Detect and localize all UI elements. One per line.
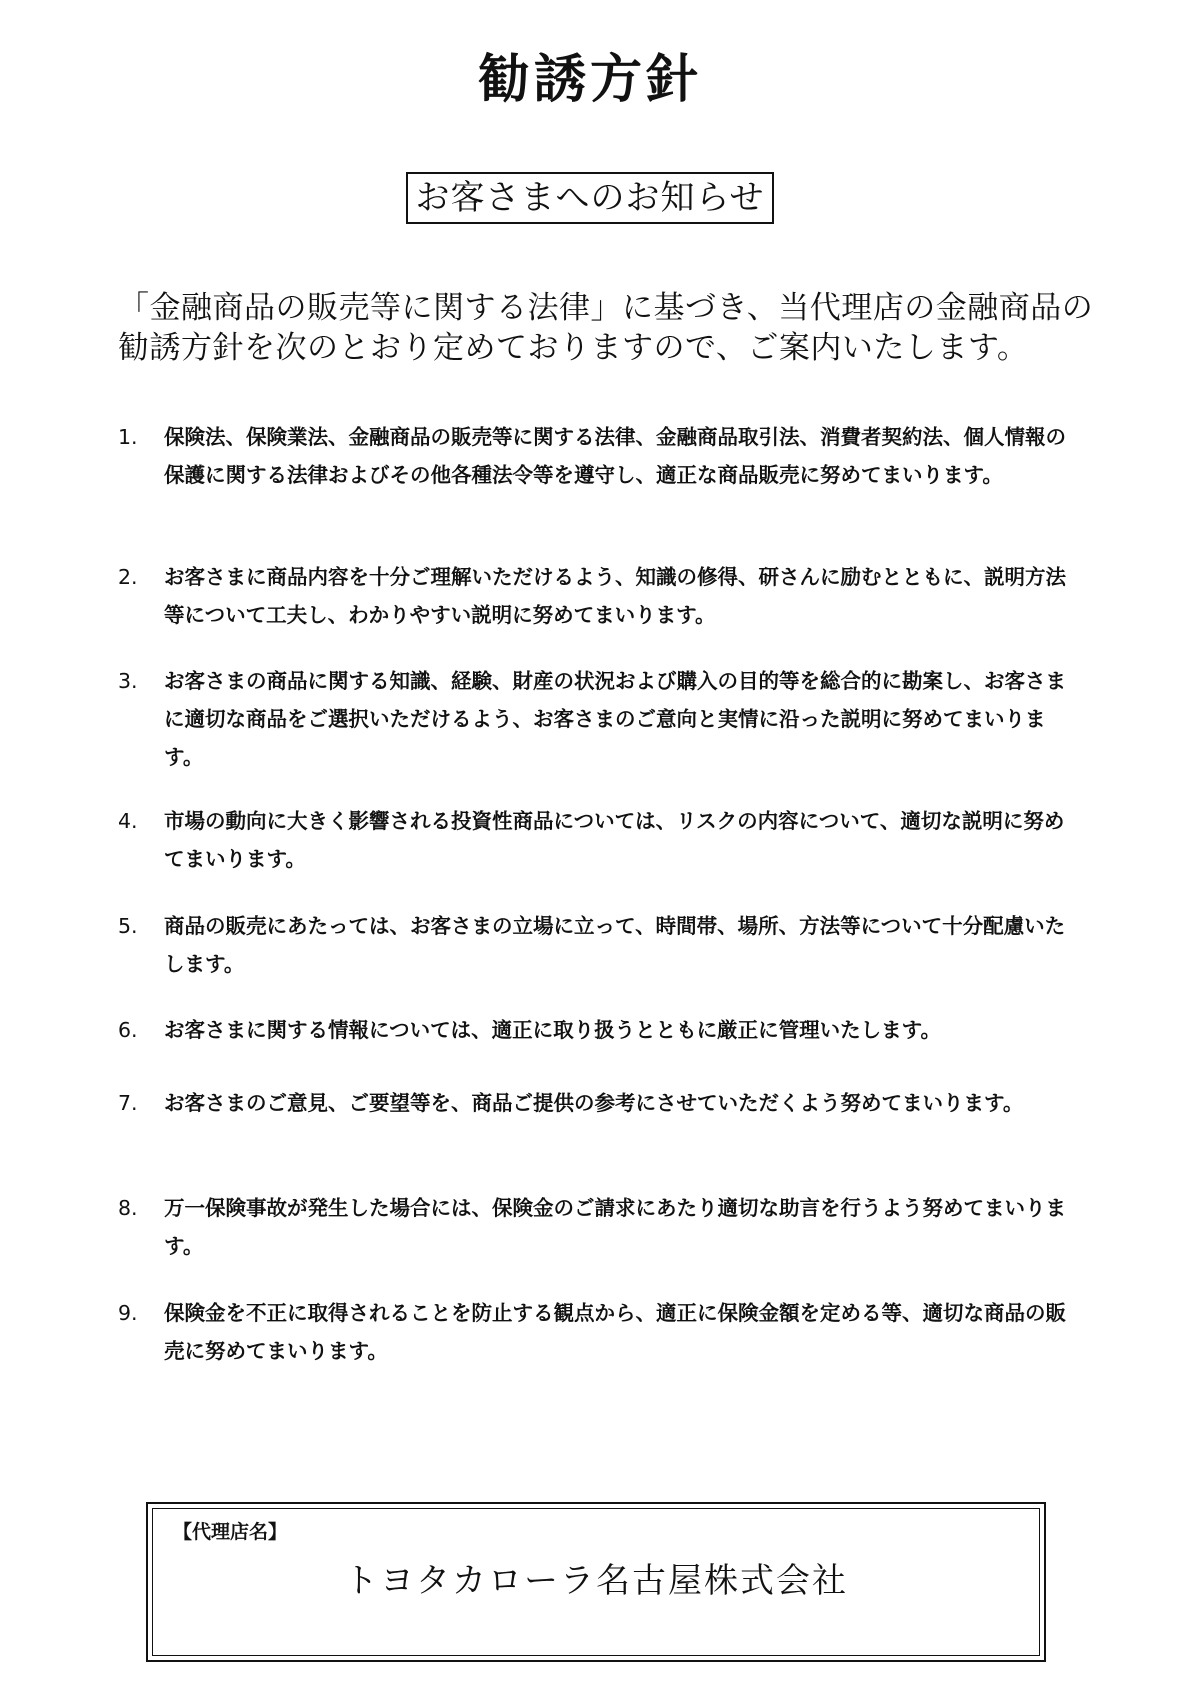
- policy-item-9: [118, 1294, 1078, 1370]
- policy-item-8: [118, 1189, 1078, 1265]
- policy-number: 7.: [118, 1091, 138, 1115]
- document-title: 勧誘方針: [477, 50, 702, 110]
- agent-box: [146, 1502, 1046, 1662]
- policy-item-4: [118, 802, 1078, 878]
- notice-heading: お客さまへのお知らせ: [406, 172, 775, 224]
- intro-paragraph: [118, 288, 1094, 368]
- policy-number: 8.: [118, 1196, 138, 1220]
- policy-item-7: [118, 1084, 1078, 1122]
- intro-line: 勧誘方針を次のとおり定めておりますので、ご案内いたします。: [118, 330, 1029, 366]
- policy-number: 3.: [118, 669, 138, 693]
- agent-label: 【代理店名】: [173, 1521, 288, 1543]
- policy-item-6: [118, 1011, 1078, 1049]
- policy-item-1: [118, 418, 1078, 494]
- policy-item-3: [118, 662, 1078, 776]
- policy-number: 9.: [118, 1301, 138, 1325]
- policy-text: お客さまの商品に関する知識、経験、財産の状況および購入の目的等を総合的に勘案し、お客さまに適切な商品をご選択いただけるよう、お客さまのご意向と実情に沿った説明に努めてまいります。: [164, 669, 1066, 769]
- policy-number: 4.: [118, 809, 138, 833]
- policy-text: 市場の動向に大きく影響される投資性商品については、リスクの内容について、適切な説明に努めてまいります。: [164, 809, 1065, 871]
- policy-text: 保険法、保険業法、金融商品の販売等に関する法律、金融商品取引法、消費者契約法、個人情報の保護に関する法律およびその他各種法令等を遵守し、適正な商品販売に努めてまいります。: [164, 425, 1066, 487]
- policy-number: 6.: [118, 1018, 138, 1042]
- policy-text: お客さまに関する情報については、適正に取り扱うとともに厳正に管理いたします。: [164, 1018, 941, 1042]
- policy-text: お客さまのご意見、ご要望等を、商品ご提供の参考にさせていただくよう努めてまいります。: [164, 1091, 1024, 1115]
- policy-text: 保険金を不正に取得されることを防止する観点から、適正に保険金額を定める等、適切な商品の販売に努めてまいります。: [164, 1301, 1066, 1363]
- policy-text: 万一保険事故が発生した場合には、保険金のご請求にあたり適切な助言を行うよう努めてまいります。: [164, 1196, 1066, 1258]
- policy-text: お客さまに商品内容を十分ご理解いただけるよう、知識の修得、研さんに励むとともに、説明方法等について工夫し、わかりやすい説明に努めてまいります。: [164, 565, 1066, 627]
- policy-item-2: [118, 558, 1078, 634]
- policy-number: 1.: [118, 425, 138, 449]
- notice-wrapper: [0, 172, 1180, 224]
- agent-box-inner: [152, 1508, 1040, 1656]
- policy-text: 商品の販売にあたっては、お客さまの立場に立って、時間帯、場所、方法等について十分配慮いたします。: [164, 914, 1066, 976]
- agent-name: トヨタカローラ名古屋株式会社: [344, 1561, 848, 1601]
- policy-number: 5.: [118, 914, 138, 938]
- intro-line: 「金融商品の販売等に関する法律」に基づき、当代理店の金融商品の: [118, 290, 1094, 326]
- policy-item-5: [118, 907, 1078, 983]
- policy-number: 2.: [118, 565, 138, 589]
